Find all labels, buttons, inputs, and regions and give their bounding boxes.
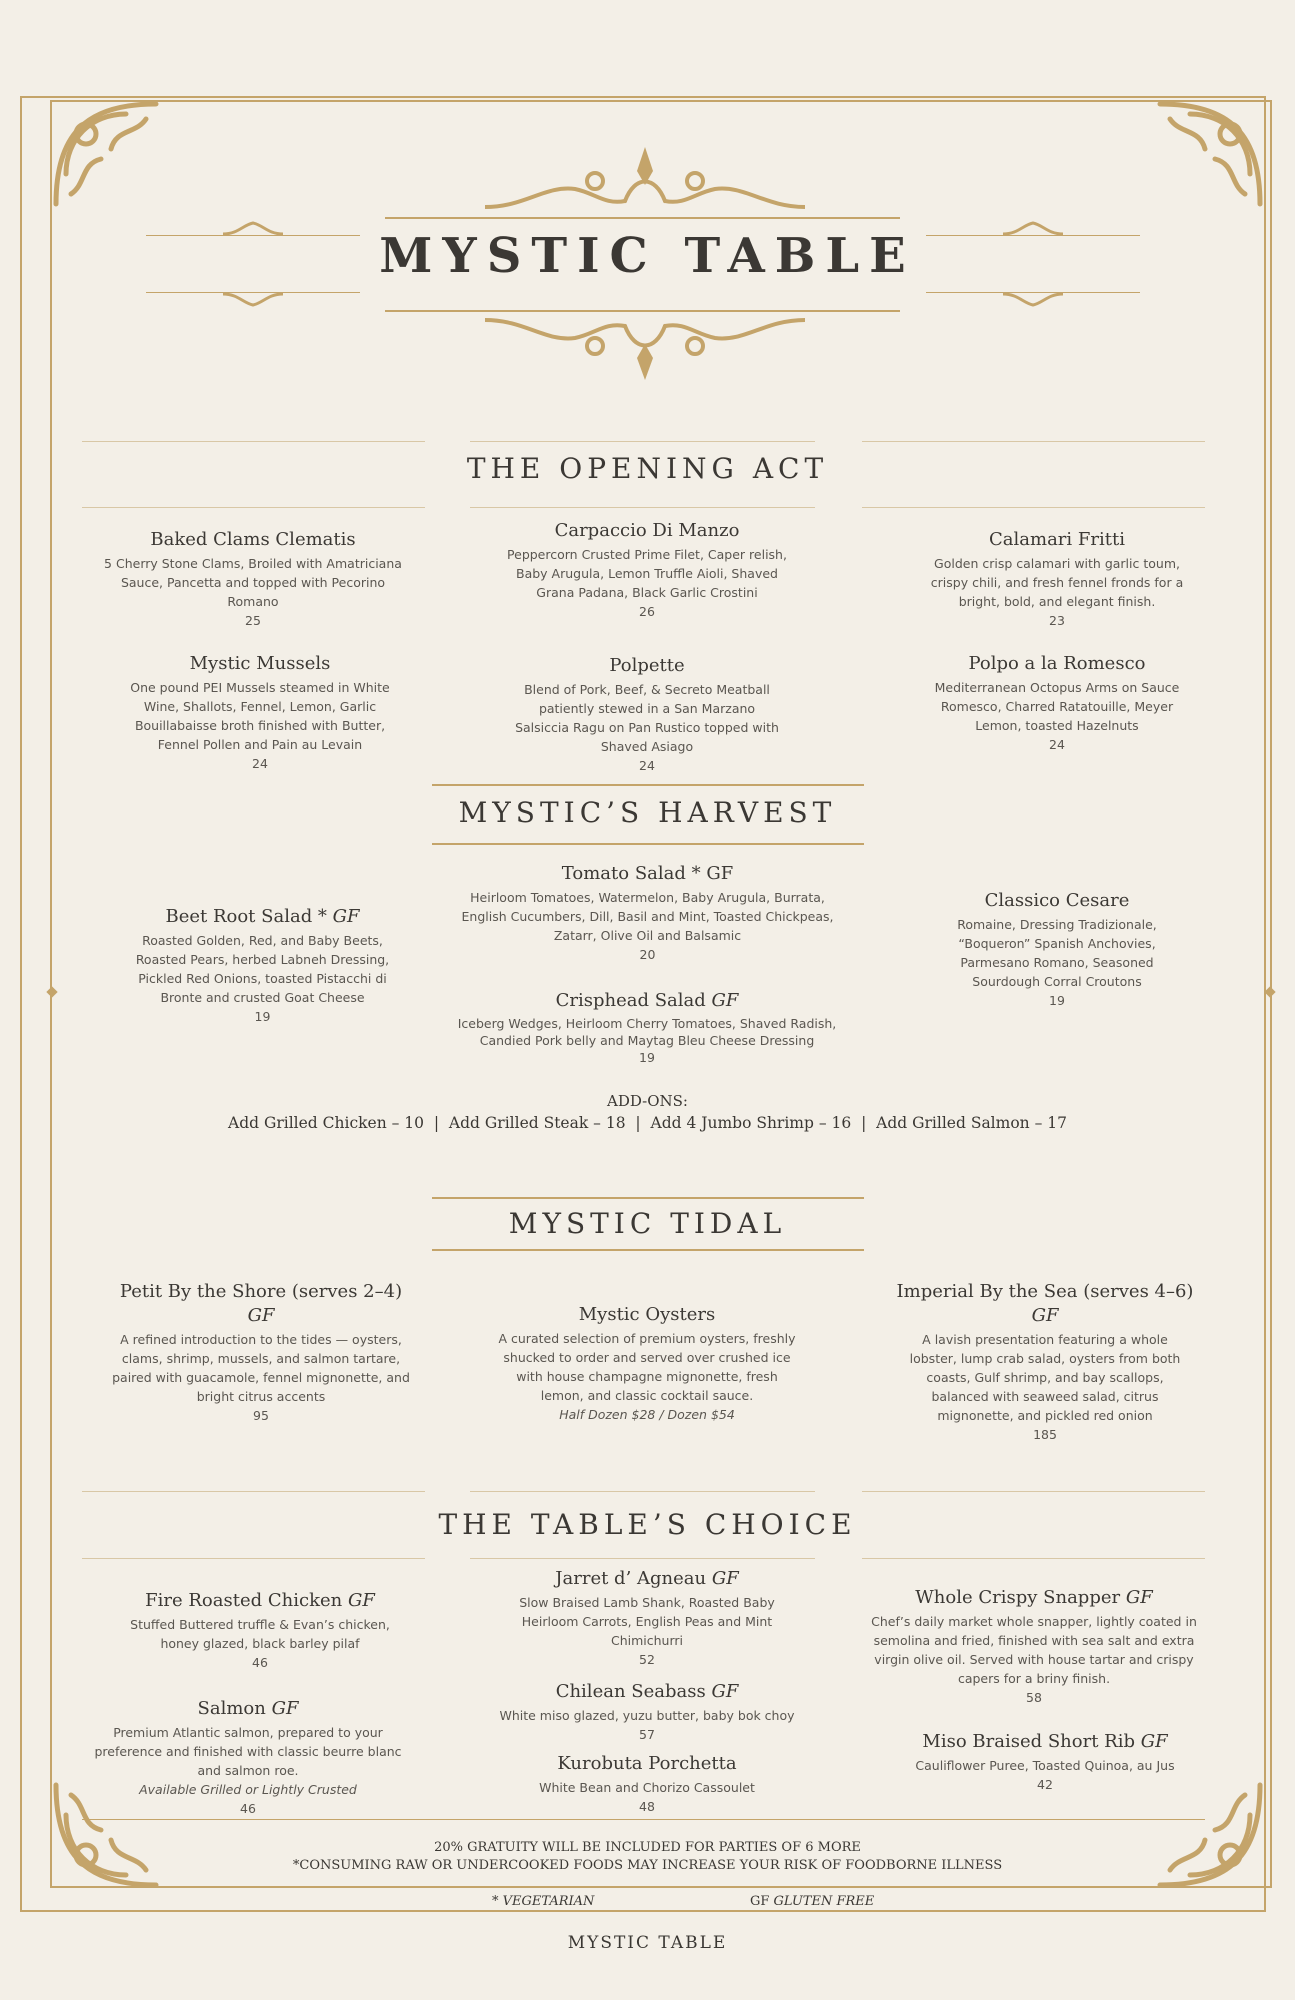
item-description: Chef’s daily market whole snapper, lightly coated in semolina and fried, finished with sea salt and extra virgin olive oil. Served with house tartar and crispy capers for a briny finish.: [871, 1614, 1197, 1686]
menu-item: [497, 1752, 797, 1816]
item-name-row: [88, 1697, 408, 1721]
restaurant-title: MYSTIC TABLE: [379, 228, 916, 284]
item-price: 48: [639, 1799, 655, 1814]
menu-item: [450, 862, 845, 964]
item-name-row: [895, 1730, 1195, 1754]
item-name-row: [110, 1280, 412, 1328]
item-name: Salmon: [197, 1698, 272, 1719]
item-name-row: [885, 1280, 1205, 1328]
item-description: Blend of Pork, Beef, & Secreto Meatball patiently stewed in a San Marzano Salsiccia Ragu on Pan Rustico topped with Shaved Asiago: [515, 682, 779, 754]
header-side-flourish-left-bottom: [218, 293, 288, 307]
section-title-choice: THE TABLE’S CHOICE: [438, 1508, 857, 1541]
item-price: 25: [245, 613, 261, 628]
item-description: Slow Braised Lamb Shank, Roasted Baby Heirloom Carrots, English Peas and Mint Chimichurri: [519, 1595, 775, 1648]
header-rule-top: [385, 217, 900, 219]
section-title-harvest: MYSTIC’S HARVEST: [458, 796, 837, 829]
item-name: Baked Clams Clematis: [150, 529, 356, 550]
item-name-row: [447, 989, 847, 1013]
menu-item: [497, 519, 797, 621]
gluten-free-mark: GF: [271, 1698, 299, 1719]
item-name: Tomato Salad * GF: [561, 863, 734, 884]
menu-item: [494, 1303, 800, 1424]
item-price: 19: [254, 1009, 271, 1024]
section-rule: [862, 441, 1205, 442]
item-name: Carpaccio Di Manzo: [554, 520, 740, 541]
section-title-tidal: MYSTIC TIDAL: [508, 1207, 787, 1240]
item-name: Mystic Oysters: [578, 1304, 716, 1325]
item-description: White Bean and Chorizo Cassoulet: [539, 1780, 755, 1795]
item-price: 19: [1049, 993, 1065, 1008]
section-rule: [82, 1558, 425, 1559]
section-rule: [432, 1197, 864, 1199]
item-price: 58: [1026, 1690, 1042, 1705]
item-name: Beet Root Salad *: [165, 906, 333, 927]
item-price-note: Half Dozen $28 / Dozen $54: [559, 1407, 735, 1422]
section-rule: [862, 1558, 1205, 1559]
menu-item: [895, 1730, 1195, 1794]
gluten-free-legend-mark: GF: [750, 1894, 774, 1909]
item-name: Polpo a la Romesco: [968, 653, 1146, 674]
item-name: Petit By the Shore (serves 2–4): [119, 1281, 403, 1302]
item-name-row: [482, 1680, 812, 1704]
item-name: Chilean Seabass: [555, 1681, 712, 1702]
foodborne-warning: *CONSUMING RAW OR UNDERCOOKED FOODS MAY INCREASE YOUR RISK OF FOODBORNE ILLNESS: [292, 1858, 1003, 1873]
vegetarian-label: VEGETARIAN: [502, 1894, 595, 1909]
item-price: 95: [253, 1408, 269, 1423]
item-description: One pound PEI Mussels steamed in White Wine, Shallots, Fennel, Lemon, Garlic Bouillabaisse broth finished with Butter, Fennel Pollen and Pain au Levain: [130, 680, 390, 752]
item-name: Fire Roasted Chicken: [145, 1590, 348, 1611]
gluten-free-mark: GF: [711, 990, 739, 1011]
item-description: White miso glazed, yuzu butter, baby bok choy: [499, 1708, 795, 1723]
item-description: Iceberg Wedges, Heirloom Cherry Tomatoes, Shaved Radish, Candied Pork belly and Maytag Bleu Cheese Dressing: [457, 1016, 837, 1048]
header-ornament-top: [485, 145, 805, 213]
gluten-free-mark: GF: [711, 1568, 739, 1589]
item-description: 5 Cherry Stone Clams, Broiled with Amatriciana Sauce, Pancetta and topped with Pecorino Romano: [104, 556, 402, 609]
gluten-free-mark: GF: [711, 1681, 739, 1702]
item-description: Golden crisp calamari with garlic toum, crispy chili, and fresh fennel fronds for a bright, bold, and elegant finish.: [930, 556, 1184, 609]
section-rule: [432, 843, 864, 845]
item-price: 19: [639, 1050, 655, 1065]
item-name: Polpette: [609, 655, 685, 676]
header-ornament-bottom: [485, 314, 805, 384]
item-price: 52: [639, 1652, 655, 1667]
addons-label: ADD-ONS:: [607, 1092, 688, 1110]
menu-item: [88, 1697, 408, 1818]
section-rule: [470, 1491, 815, 1492]
item-price: 23: [1049, 613, 1065, 628]
item-name-row: [502, 1567, 792, 1591]
vegetarian-mark: *: [492, 1894, 503, 1909]
gluten-free-mark: GF: [332, 906, 360, 927]
item-description: A curated selection of premium oysters, freshly shucked to order and served over crushed ice with house champagne mignonette, fresh lemon, and classic cocktail sauce.: [498, 1331, 796, 1403]
header-side-flourish-right-bottom: [998, 293, 1068, 307]
item-note: Available Grilled or Lightly Crusted: [139, 1782, 357, 1797]
footer-rule: [82, 1819, 1205, 1820]
item-description: Roasted Golden, Red, and Baby Beets, Roasted Pears, herbed Labneh Dressing, Pickled Red Onions, toasted Pistacchi di Bronte and crusted Goat Cheese: [135, 933, 390, 1005]
section-rule: [82, 1491, 425, 1492]
menu-item: [120, 905, 405, 1026]
menu-item: [866, 1586, 1202, 1707]
menu-item: [914, 528, 1200, 630]
item-name: Whole Crispy Snapper: [915, 1587, 1126, 1608]
item-name: Crisphead Salad: [555, 990, 712, 1011]
section-rule: [470, 441, 815, 442]
item-description: A refined introduction to the tides — oysters, clams, shrimp, mussels, and salmon tartare, paired with guacamole, fennel mignonette, and bright citrus accents: [112, 1332, 410, 1404]
gluten-free-mark: GF: [1140, 1731, 1168, 1752]
item-price: 185: [1033, 1427, 1057, 1442]
item-description: Romaine, Dressing Tradizionale, “Boqueron” Spanish Anchovies, Parmesano Romano, Seasoned Sourdough Corral Croutons: [957, 917, 1157, 989]
item-description: Peppercorn Crusted Prime Filet, Caper relish, Baby Arugula, Lemon Truffle Aioli, Shaved Grana Padana, Black Garlic Crostini: [507, 547, 787, 600]
item-price: 46: [252, 1655, 268, 1670]
menu-item: [447, 989, 847, 1066]
section-rule: [82, 507, 425, 508]
section-rule: [432, 1249, 864, 1251]
section-rule: [470, 1558, 815, 1559]
section-rule: [470, 507, 815, 508]
menu-item: [937, 889, 1177, 1010]
item-price: 24: [639, 758, 655, 773]
item-name: Mystic Mussels: [189, 653, 331, 674]
item-name-row: [866, 1586, 1202, 1610]
item-price: 46: [240, 1801, 256, 1816]
item-description: Heirloom Tomatoes, Watermelon, Baby Arugula, Burrata, English Cucumbers, Dill, Basil and Mint, Toasted Chickpeas, Zatarr, Olive Oil and Balsamic: [461, 890, 834, 943]
menu-item: [115, 652, 405, 773]
corner-flourish-top-right: [1150, 94, 1270, 214]
item-price: 24: [252, 756, 268, 771]
menu-item: [502, 1567, 792, 1669]
item-name-row: [110, 1589, 410, 1613]
gluten-free-mark: GF: [1031, 1305, 1059, 1326]
menu-item: [511, 654, 783, 775]
section-rule: [432, 784, 864, 786]
header-rule-bottom: [385, 310, 900, 312]
section-rule: [862, 507, 1205, 508]
item-name: Kurobuta Porchetta: [557, 1753, 737, 1774]
item-name: Imperial By the Sea (serves 4–6): [896, 1281, 1194, 1302]
menu-item: [920, 652, 1194, 754]
item-price: 57: [639, 1727, 655, 1742]
gluten-free-mark: GF: [1125, 1587, 1153, 1608]
gluten-free-label: GLUTEN FREE: [773, 1894, 875, 1909]
addons-text: Add Grilled Chicken – 10 | Add Grilled Steak – 18 | Add 4 Jumbo Shrimp – 16 | Add Grilled Salmon – 17: [228, 1114, 1067, 1132]
item-description: Stuffed Buttered truffle & Evan’s chicken, honey glazed, black barley pilaf: [130, 1617, 390, 1651]
gluten-free-mark: GF: [347, 1590, 375, 1611]
corner-flourish-top-left: [46, 94, 166, 214]
item-price: 42: [1037, 1777, 1053, 1792]
legend-vegetarian: [492, 1894, 594, 1909]
item-name: Calamari Fritti: [989, 529, 1125, 550]
item-price: 26: [639, 604, 655, 619]
item-price: 20: [639, 947, 656, 962]
item-description: A lavish presentation featuring a whole lobster, lump crab salad, oysters from both coasts, Gulf shrimp, and bay scallops, balanced with seaweed salad, citrus mignonette, and pickled red onion: [909, 1332, 1181, 1423]
gluten-free-mark: GF: [247, 1305, 275, 1326]
item-name: Miso Braised Short Rib: [922, 1731, 1141, 1752]
item-name-row: [120, 905, 405, 929]
legend-gluten-free: [750, 1894, 874, 1909]
menu-item: [885, 1280, 1205, 1444]
gratuity-notice: 20% GRATUITY WILL BE INCLUDED FOR PARTIES OF 6 MORE: [434, 1840, 861, 1855]
item-description: Premium Atlantic salmon, prepared to your preference and finished with classic beurre blanc and salmon roe.: [94, 1725, 402, 1778]
footer-title: MYSTIC TABLE: [567, 1933, 728, 1953]
section-title-opening: THE OPENING ACT: [466, 452, 829, 485]
item-description: Mediterranean Octopus Arms on Sauce Romesco, Charred Ratatouille, Meyer Lemon, toasted Hazelnuts: [934, 680, 1180, 733]
item-description: Cauliflower Puree, Toasted Quinoa, au Jus: [915, 1758, 1175, 1773]
section-rule: [82, 441, 425, 442]
item-name: Jarret d’ Agneau: [555, 1568, 712, 1589]
menu-item: [103, 528, 403, 630]
menu-item: [110, 1280, 412, 1425]
menu-item: [110, 1589, 410, 1672]
menu-item: [482, 1680, 812, 1744]
section-rule: [862, 1491, 1205, 1492]
item-name: Classico Cesare: [984, 890, 1130, 911]
item-price: 24: [1049, 737, 1065, 752]
